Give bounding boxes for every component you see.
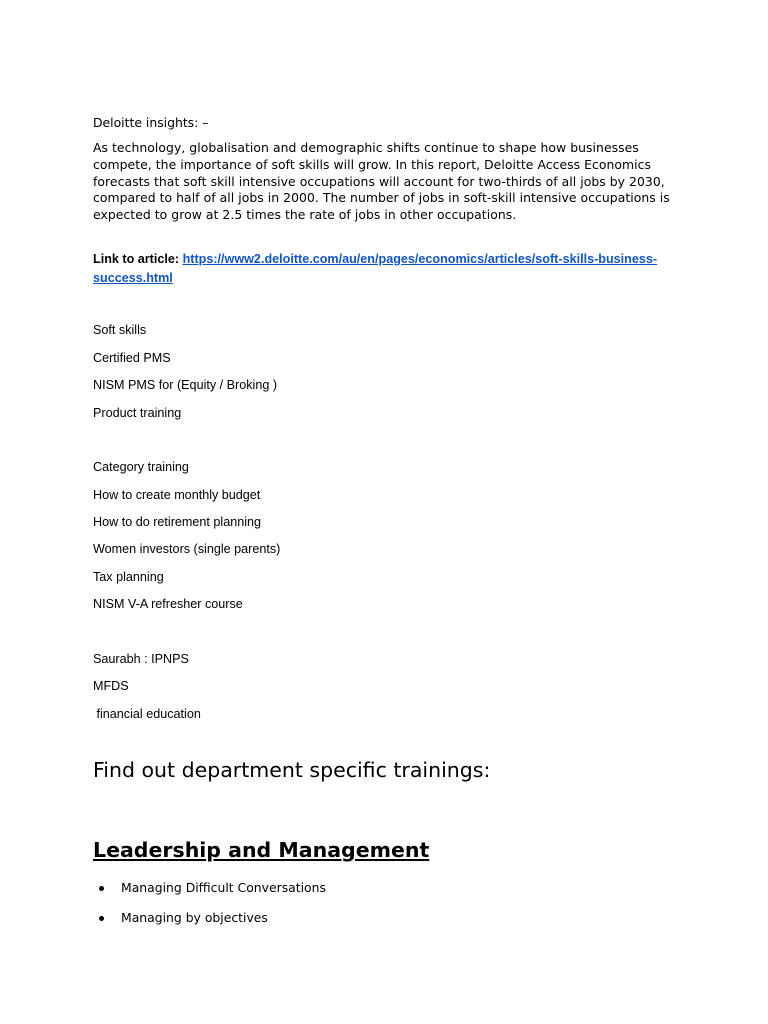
bullet-text: Managing Difficult Conversations	[121, 880, 326, 895]
department-heading: Find out department specific trainings:	[93, 758, 491, 782]
list-item: Product training	[93, 406, 182, 420]
list-item: Certified PMS	[93, 351, 171, 365]
list-item: NISM PMS for (Equity / Broking )	[93, 378, 278, 392]
list-item: Category training	[93, 460, 189, 474]
list-item: financial education	[93, 707, 201, 721]
list-item: Tax planning	[93, 570, 164, 584]
leadership-heading: Leadership and Management	[93, 838, 430, 862]
article-link[interactable]: https://www2.deloitte.com/au/en/pages/economics/articles/soft-skills-business-success.html	[93, 252, 658, 285]
article-link-line	[93, 250, 673, 288]
bullet-icon	[99, 916, 104, 921]
bullet-icon	[99, 886, 104, 891]
bullet-text: Managing by objectives	[121, 910, 268, 925]
list-item: MFDS	[93, 679, 129, 693]
list-item: Saurabh : IPNPS	[93, 652, 189, 666]
list-item: Women investors (single parents)	[93, 542, 281, 556]
intro-title: Deloitte insights: –	[93, 115, 209, 130]
intro-paragraph: As technology, globalisation and demographic shifts continue to shape how businesses compete, the importance of soft skills will grow. In this report, Deloitte Access Economics forecasts that soft skill intensive occupations will account for two-thirds of all jobs by 2030, compared to half of all jobs in 2000. The number of jobs in soft-skill intensive occupations is expected to grow at 2.5 times the rate of jobs in other occupations.	[93, 140, 670, 223]
link-label: Link to article:	[93, 252, 180, 266]
list-item: NISM V-A refresher course	[93, 597, 243, 611]
list-item: How to do retirement planning	[93, 515, 262, 529]
list-item: Soft skills	[93, 323, 147, 337]
list-item: How to create monthly budget	[93, 488, 261, 502]
